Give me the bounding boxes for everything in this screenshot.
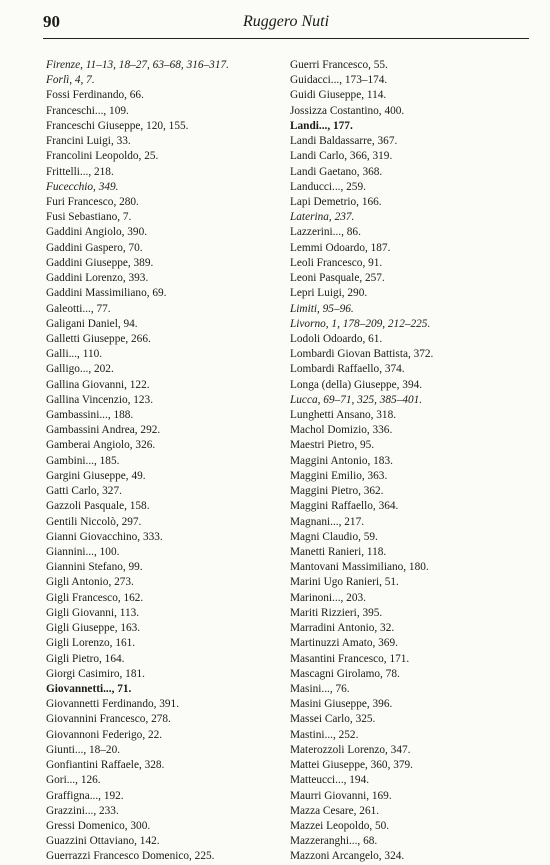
index-entry: Gentili Niccolò, 297. <box>46 515 142 528</box>
index-entry: Lazzerini..., 86. <box>290 226 361 239</box>
index-entry: Martinuzzi Amato, 369. <box>290 637 398 650</box>
index-entry: Gazzoli Pasquale, 158. <box>46 500 150 513</box>
index-entry: Masini..., 76. <box>290 682 350 695</box>
index-entry: Gaddini Angiolo, 390. <box>46 226 148 239</box>
index-entry: Lemmi Odoardo, 187. <box>290 241 391 254</box>
index-entry: Giannini..., 100. <box>46 546 120 558</box>
index-entry: Guidi Giuseppe, 114. <box>290 89 387 102</box>
index-entry: Giovannetti Ferdinando, 391. <box>46 698 180 711</box>
index-entry: Giovannini Francesco, 278. <box>46 713 171 726</box>
index-entry: Franceschi..., 109. <box>46 104 129 117</box>
page-header <box>43 8 529 36</box>
index-entry: Leoli Francesco, 91. <box>290 256 383 269</box>
index-entry: Furi Francesco, 280. <box>46 195 139 208</box>
index-entry: Landi..., 177. <box>290 119 353 132</box>
index-entry: Mascagni Girolamo, 78. <box>290 667 400 680</box>
index-column-right <box>290 58 528 865</box>
index-entry: Gaddini Lorenzo, 393. <box>46 272 149 285</box>
index-entry: Forlì, 4, 7. <box>46 74 95 87</box>
index-entry: Galeotti..., 77. <box>46 302 111 315</box>
index-entry: Gianni Giovacchino, 333. <box>46 530 163 543</box>
index-entry: Giovannetti..., 71. <box>46 682 132 695</box>
index-entry: Galligo..., 202. <box>46 363 114 376</box>
index-entry: Gargini Giuseppe, 49. <box>46 469 146 482</box>
index-entry: Longa (della) Giuseppe, 394. <box>290 378 423 391</box>
index-entry: Lucca, 69–71, 325, 385–401. <box>290 393 423 406</box>
index-entry: Guerri Francesco, 55. <box>290 59 388 71</box>
index-entry: Matteucci..., 194. <box>290 774 370 787</box>
index-entry: Guerrazzi Francesco Domenico, 225. <box>46 850 215 863</box>
index-entry: Marinoni..., 203. <box>290 591 366 604</box>
index-entry: Frittelli..., 218. <box>46 165 114 178</box>
index-entry: Mazzei Leopoldo, 50. <box>290 819 390 832</box>
index-entry: Gatti Carlo, 327. <box>46 485 122 498</box>
index-entry: Maggini Emilio, 363. <box>290 469 388 482</box>
index-entry: Giunti..., 18–20. <box>46 743 121 756</box>
index-entry: Guazzini Ottaviano, 142. <box>46 835 160 848</box>
index-entry: Gigli Giovanni, 113. <box>46 606 140 619</box>
index-entry: Lombardi Giovan Battista, 372. <box>290 348 434 361</box>
index-entry: Giorgi Casimiro, 181. <box>46 667 145 680</box>
index-column-left <box>46 58 281 865</box>
index-entry: Gigli Antonio, 273. <box>46 576 134 589</box>
index-entry: Graffigna..., 192. <box>46 789 124 802</box>
index-entry: Jossizza Costantino, 400. <box>290 104 405 117</box>
index-entry: Gambassini..., 188. <box>46 409 134 422</box>
index-entry: Guidacci..., 173–174. <box>290 74 388 87</box>
index-entry: Maurri Giovanni, 169. <box>290 789 392 802</box>
index-entry: Giovannoni Federigo, 22. <box>46 728 163 741</box>
index-entry: Galli..., 110. <box>46 348 103 361</box>
index-entry: Masini Giuseppe, 396. <box>290 698 393 711</box>
index-entry: Fusi Sebastiano, 7. <box>46 211 132 224</box>
index-entry: Gigli Giuseppe, 163. <box>46 622 141 635</box>
index-entry: Gori..., 126. <box>46 774 101 787</box>
index-entry: Leoni Pasquale, 257. <box>290 272 385 285</box>
index-entry: Manetti Ranieri, 118. <box>290 546 387 558</box>
index-entry: Livorno, 1, 178–209, 212–225. <box>290 317 431 330</box>
index-entry: Gaddini Massimiliano, 69. <box>46 287 167 300</box>
index-entry: Mazzoni Arcangelo, 324. <box>290 850 405 863</box>
index-entry: Lunghetti Ansano, 318. <box>290 409 397 422</box>
index-entry: Massei Carlo, 325. <box>290 713 376 726</box>
index-entry: Firenze, 11–13, 18–27, 63–68, 316–317. <box>46 59 229 71</box>
index-entry: Gigli Pietro, 164. <box>46 652 125 665</box>
index-entry: Landi Carlo, 366, 319. <box>290 150 393 163</box>
index-entry: Gambini..., 185. <box>46 454 120 467</box>
index-entry: Masantini Francesco, 171. <box>290 652 410 665</box>
index-entry: Galletti Giuseppe, 266. <box>46 332 151 345</box>
index-entry: Giannini Stefano, 99. <box>46 561 143 574</box>
index-entry: Maggini Antonio, 183. <box>290 454 393 467</box>
index-entry: Mantovani Massimiliano, 180. <box>290 561 429 574</box>
index-entry: Maggini Raffaello, 364. <box>290 500 399 513</box>
index-entry: Gaddini Giuseppe, 389. <box>46 256 154 269</box>
index-entry: Landi Gaetano, 368. <box>290 165 383 178</box>
index-entry: Fucecchio, 349. <box>46 180 119 193</box>
index-entry: Gallina Vincenzio, 123. <box>46 393 154 406</box>
index-entry: Maggini Pietro, 362. <box>290 485 384 498</box>
index-entry: Gaddini Gaspero, 70. <box>46 241 143 254</box>
index-entry: Maestri Pietro, 95. <box>290 439 375 452</box>
index-entry: Limiti, 95–96. <box>290 302 354 315</box>
index-entry: Gressi Domenico, 300. <box>46 819 151 832</box>
header-rule <box>43 38 529 39</box>
index-entry: Galigani Daniel, 94. <box>46 317 138 330</box>
index-entry: Gamberai Angiolo, 326. <box>46 439 156 452</box>
index-entry: Marradini Antonio, 32. <box>290 622 395 635</box>
index-entry: Marini Ugo Ranieri, 51. <box>290 576 399 589</box>
index-entry: Gigli Francesco, 162. <box>46 591 144 604</box>
index-entry: Mariti Rizzieri, 395. <box>290 606 383 619</box>
index-entry: Grazzini..., 233. <box>46 804 119 817</box>
index-entry: Lombardi Raffaello, 374. <box>290 363 405 376</box>
index-entry: Landucci..., 259. <box>290 180 366 193</box>
index-entry: Gigli Lorenzo, 161. <box>46 637 136 650</box>
index-entry: Gambassini Andrea, 292. <box>46 424 161 437</box>
index-entry: Fossi Ferdinando, 66. <box>46 89 144 102</box>
index-entry: Lodoli Odoardo, 61. <box>290 332 383 345</box>
index-entry: Francini Luigi, 33. <box>46 135 131 148</box>
index-entry: Lepri Luigi, 290. <box>290 287 368 300</box>
running-title: Ruggero Nuti <box>242 13 330 30</box>
index-entry: Machol Domizio, 336. <box>290 424 393 437</box>
index-entry: Gonfiantini Raffaele, 328. <box>46 759 165 772</box>
index-entry: Franceschi Giuseppe, 120, 155. <box>46 119 189 132</box>
index-entry: Mastini..., 252. <box>290 728 359 741</box>
index-entry: Materozzoli Lorenzo, 347. <box>290 743 411 756</box>
index-entry: Magnani..., 217. <box>290 515 365 528</box>
index-entry: Lapi Demetrio, 166. <box>290 195 382 208</box>
index-entry: Mattei Giuseppe, 360, 379. <box>290 759 413 772</box>
index-entry: Mazza Cesare, 261. <box>290 804 380 817</box>
index-entry: Gallina Giovanni, 122. <box>46 378 150 391</box>
index-entry: Landi Baldassarre, 367. <box>290 135 398 148</box>
index-entry: Francolini Leopoldo, 25. <box>46 150 159 163</box>
index-entry: Magni Claudio, 59. <box>290 530 378 543</box>
page-number: 90 <box>43 12 60 31</box>
index-entry: Laterina, 237. <box>290 211 355 224</box>
index-entry: Mazzeranghi..., 68. <box>290 835 378 848</box>
